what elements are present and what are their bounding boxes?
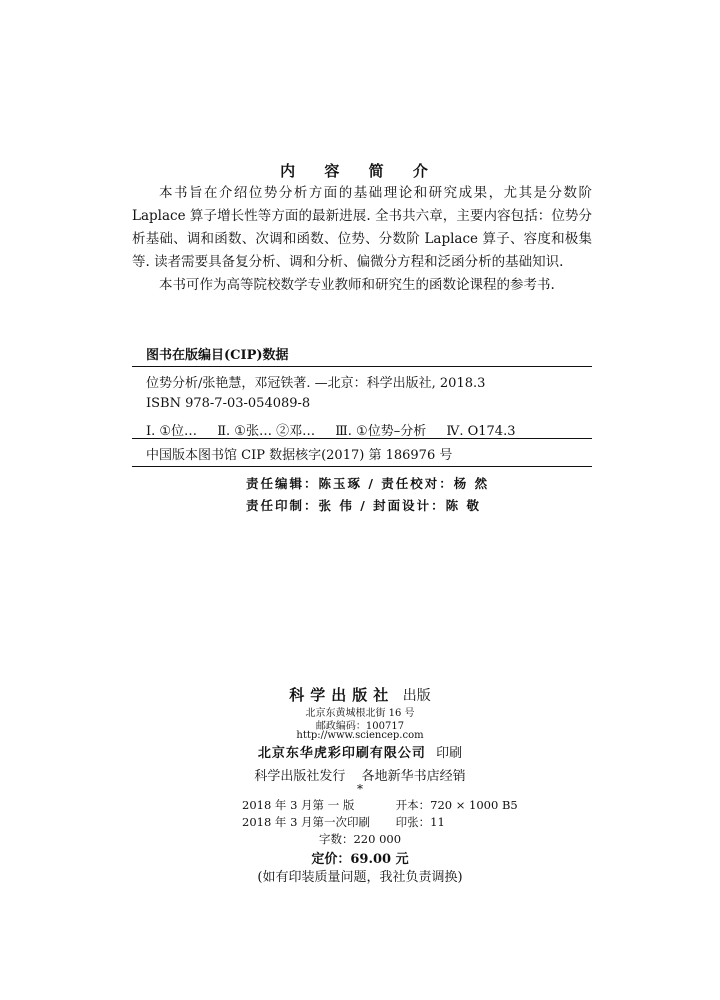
summary-title: 内 容 简 介 bbox=[280, 162, 440, 180]
cip-class-4: Ⅳ. O174.3 bbox=[446, 424, 516, 439]
staff-line-2: 责任印制：张 伟 / 封面设计：陈 敬 bbox=[246, 498, 481, 513]
book-format: 开本：720 × 1000 B5 bbox=[395, 798, 518, 812]
publisher-address: 北京东黄城根北街 16 号 bbox=[305, 708, 415, 719]
summary-paragraph-2: 本书可作为高等院校数学专业教师和研究生的函数论课程的参考书. bbox=[159, 277, 555, 293]
printing-date: 2018 年 3 月第一次印刷 bbox=[242, 815, 371, 829]
printed-sheets: 印张：11 bbox=[395, 815, 445, 829]
price: 定价：69.00 元 bbox=[311, 852, 409, 867]
publisher-suffix: 出版 bbox=[402, 688, 431, 704]
printer-name: 北京东华虎彩印刷有限公司 bbox=[257, 746, 426, 761]
summary-body bbox=[132, 182, 592, 297]
cip-line-4: 中国版本图书馆 CIP 数据核字(2017) 第 186976 号 bbox=[146, 448, 453, 463]
printer-line bbox=[0, 742, 720, 761]
cip-top-rule bbox=[132, 366, 592, 367]
edition-row bbox=[242, 797, 518, 813]
quality-notice: (如有印装质量问题，我社负责调换) bbox=[257, 870, 463, 885]
cip-line-1: 位势分析/张艳慧，邓冠铁著. —北京：科学出版社, 2018.3 bbox=[146, 376, 486, 391]
cip-mid-rule bbox=[132, 438, 592, 439]
cip-class-1: Ⅰ. ①位… bbox=[146, 424, 198, 439]
word-count: 字数：220 000 bbox=[318, 832, 402, 846]
retailer: 各地新华书店经销 bbox=[361, 769, 466, 784]
cip-line-3 bbox=[146, 420, 531, 439]
printing-row bbox=[242, 814, 445, 830]
cip-bottom-rule bbox=[132, 466, 592, 467]
cip-line-2: ISBN 978-7-03-054089-8 bbox=[146, 396, 311, 411]
publisher-website: http://www.sciencep.com bbox=[296, 730, 424, 741]
cip-heading: 图书在版编目(CIP)数据 bbox=[146, 348, 289, 363]
publisher-postcode: 邮政编码：100717 bbox=[315, 721, 405, 732]
printer-suffix: 印刷 bbox=[436, 746, 463, 761]
separator-star: * bbox=[357, 782, 363, 796]
publisher-line bbox=[0, 684, 720, 705]
publisher-logo: 科学出版社 bbox=[289, 686, 395, 704]
cip-class-2: Ⅱ. ①张… ②邓… bbox=[217, 424, 316, 439]
edition-date: 2018 年 3 月第 一 版 bbox=[242, 798, 355, 812]
distributor: 科学出版社发行 bbox=[254, 769, 346, 784]
staff-line-1: 责任编辑：陈玉琢 / 责任校对：杨 然 bbox=[246, 476, 490, 491]
cip-class-3: Ⅲ. ①位势–分析 bbox=[335, 424, 427, 439]
summary-paragraph-1: 本书旨在介绍位势分析方面的基础理论和研究成果，尤其是分数阶 Laplace 算子增长性等方面的最新进展. 全书共六章，主要内容包括：位势分析基础、调和函数、次调和函数、位势、分数阶 Laplace 算子、容度和极集等. 读者需要具备复分析、调和分析、偏微分方程和泛函分析的基础知识. bbox=[132, 185, 592, 270]
